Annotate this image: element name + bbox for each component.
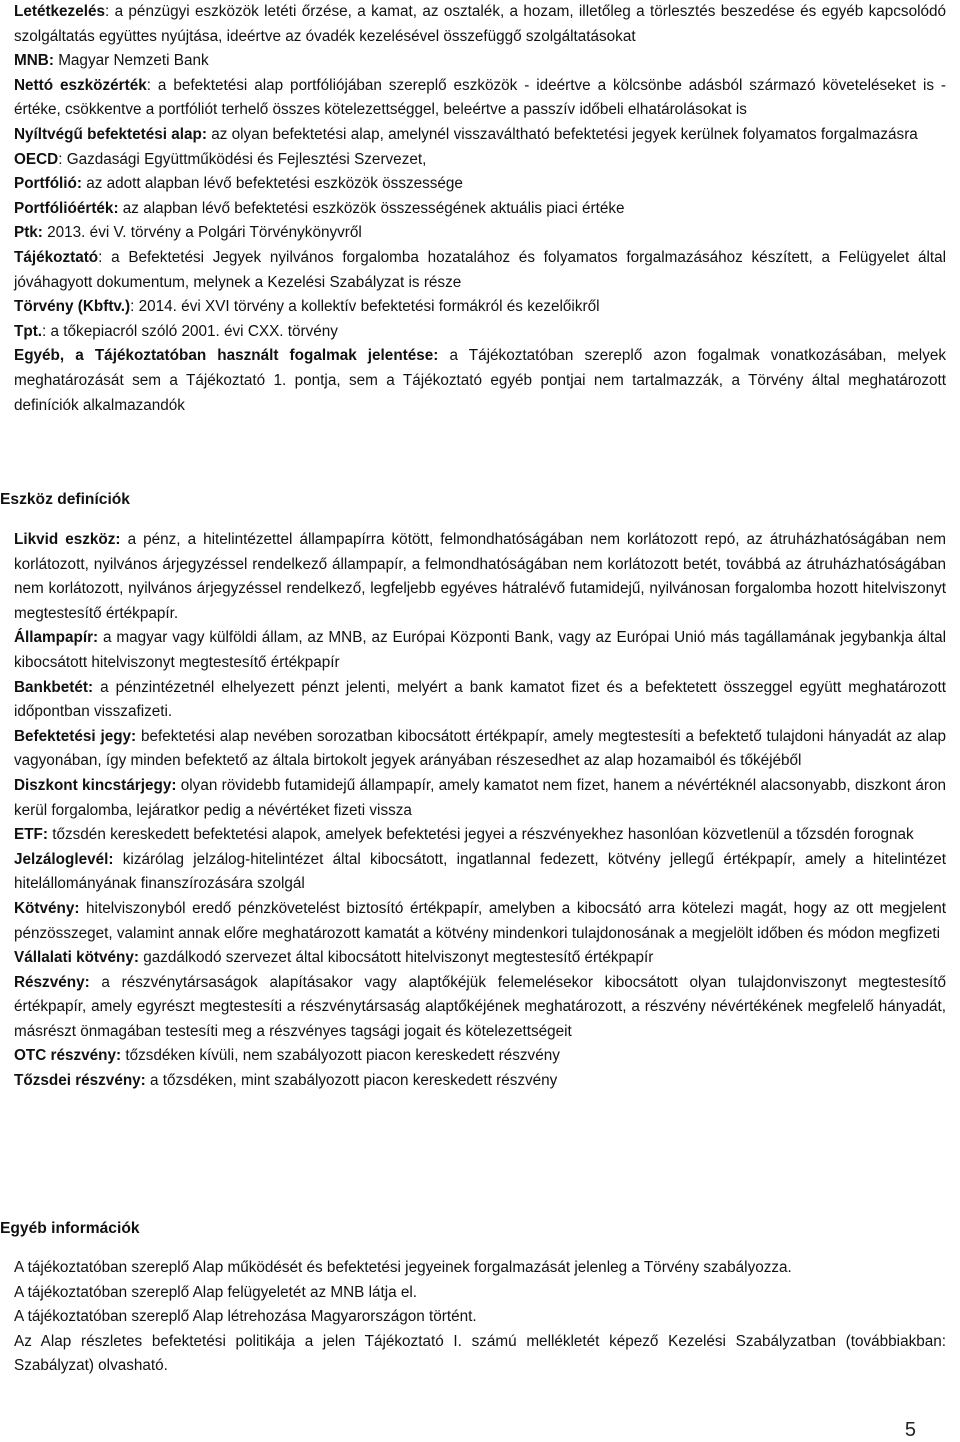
asset-definition-text: a magyar vagy külföldi állam, az MNB, az Európai Központi Bank, vagy az Európai Unió más tagállamának jegybankja által kibocsátott hitelviszonyt megtestesítő értékpapír: [14, 629, 946, 671]
definition-item: [0, 123, 946, 148]
definitions-section: [0, 0, 946, 418]
definition-text: a befektetési alap portfóliójában szereplő eszközök - ideértve a kölcsönbe adásból származó követeléseket is - értéke, csökkentve a portfóliót terhelő összes kötelezettséggel, beleértve a passzív időbeli elhatárolásokat is: [14, 76, 946, 119]
definition-term: MNB:: [14, 52, 54, 70]
definition-term: OECD: [14, 150, 59, 168]
other-info-line: A tájékoztatóban szereplő Alap működését és befektetési jegyeinek forgalmazását jelenleg a Törvény szabályozza.: [14, 1259, 792, 1276]
definition-item: [0, 49, 946, 74]
asset-definition-term: Állampapír:: [14, 629, 99, 647]
asset-definitions-section: [0, 528, 946, 1094]
asset-definition-term: Jelzáloglevél:: [14, 850, 114, 868]
definition-item: [0, 148, 946, 173]
asset-definition-term: Diszkont kincstárjegy:: [14, 776, 177, 794]
definition-term: Tpt.: [14, 322, 43, 340]
definition-item: [0, 172, 946, 197]
asset-definition-item: [0, 626, 946, 675]
definition-text: Magyar Nemzeti Bank: [58, 52, 209, 70]
asset-definitions-heading: Eszköz definíciók: [0, 491, 130, 508]
definition-text: a Befektetési Jegyek nyilvános forgalomba hozatalához és folyamatos forgalmazásához készített, a Felügyelet által jóváhagyott dokumentum, melynek a Kezelési Szabályzat is része: [14, 248, 947, 291]
asset-definition-text: a pénzintézetnél elhelyezett pénzt jelenti, melyért a bank kamatot fizet és a befektetett összeggel együtt meghatározott időpontban visszafizeti.: [14, 678, 947, 721]
asset-definition-term: Tőzsdei részvény:: [14, 1072, 146, 1090]
definition-term: Nettó eszközérték: [14, 76, 147, 94]
asset-definition-text: a részvénytársaságok alapításakor vagy alaptőkéjük felemelésekor kibocsátott olyan tulajdonviszonyt megtestesítő értékpapír, amely egyrészt megtestesíti a részvénytársaság alaptőkéjének meghatározott, a részvény névértékének megfelelő hányadát, másrészt önmagában testesíti meg a részvényes tagsági jogait és kötelezettségeit: [14, 973, 946, 1040]
definition-item: [0, 197, 946, 222]
definition-text: a Tájékoztatóban szereplő azon fogalmak vonatkozásában, melyek meghatározását sem a Tájékoztató 1. pontja, sem a Tájékoztató egyéb pontjai nem tartalmazzák, a Törvény által meghatározott definíciók alkalmazandók: [14, 347, 946, 414]
asset-definition-term: Kötvény:: [14, 899, 80, 917]
definition-text: az adott alapban lévő befektetési eszközök összessége: [86, 175, 463, 193]
definition-item: [0, 0, 946, 49]
definition-item: [0, 74, 946, 123]
asset-definition-item: [0, 528, 946, 626]
definition-text: 2014. évi XVI törvény a kollektív befektetési formákról és kezelőikről: [138, 298, 600, 316]
asset-definition-separator: [90, 974, 102, 991]
asset-definition-item: [0, 971, 946, 1045]
asset-definition-item: [0, 676, 946, 725]
definition-separator: :: [130, 298, 139, 316]
definition-item: [0, 320, 946, 345]
asset-definition-text: a pénz, a hitelintézettel állampapírra kötött, felmondhatóságában nem korlátozott repó, az átruházhatóságában nem korlátozott, nyilvános árjegyzéssel rendelkező állampapír, a felmondhatóságában nem korlátozott betét, továbbá az átruházhatóságában nem korlátozott, nyilvános árjegyzéssel rendelkező, legfeljebb egyéves hátralévő futamidejű, nyilvánosan forgalomba hozott hitelviszonyt megtestesítő értékpapír.: [14, 531, 946, 622]
definition-separator: :: [104, 3, 115, 20]
asset-definition-term: ETF:: [14, 826, 48, 844]
definition-separator: :: [146, 76, 158, 94]
definition-term: Egyéb, a Tájékoztatóban használt fogalmak jelentése:: [14, 347, 439, 365]
asset-definition-item: [0, 897, 946, 946]
asset-definition-term: Bankbetét:: [14, 678, 94, 696]
definition-term: Portfólió:: [14, 175, 82, 193]
definition-item: [0, 246, 946, 295]
definition-text: az alapban lévő befektetési eszközök összességének aktuális piaci értéke: [122, 199, 625, 217]
asset-definition-text: befektetési alap nevében sorozatban kibocsátott értékpapír, amely megtestesíti a befektető tulajdoni hányadát az alap vagyonában, így minden befektető az általa birtokolt jegyek arányában részesedhet az alap hozamaiból és tőkéjéből: [14, 727, 947, 770]
asset-definition-term: Likvid eszköz:: [14, 531, 121, 548]
definition-text: az olyan befektetési alap, amelynél visszaváltható befektetési jegyek kerülnek folyamatos forgalmazásra: [211, 125, 918, 143]
asset-definition-text: tőzsdén kereskedett befektetési alapok, amelyek befektetési jegyei a részvényekhez hasonlóan közvetlenül a tőzsdén forognak: [52, 826, 914, 844]
other-info-heading: Egyéb információk: [0, 1220, 140, 1237]
asset-definition-item: [0, 823, 946, 848]
definition-term: Törvény (Kbftv.): [14, 298, 131, 316]
asset-definition-separator: [113, 851, 122, 868]
asset-definition-term: Vállalati kötvény:: [14, 949, 139, 967]
asset-definition-term: Befektetési jegy:: [14, 727, 137, 745]
definition-text: a tőkepiacról szóló 2001. évi CXX. törvény: [50, 322, 338, 340]
definition-item: [0, 295, 946, 320]
asset-definition-text: olyan rövidebb futamidejű állampapír, amely kamatot nem fizet, hanem a névértéknél alacsonyabb, diszkont áron kerül forgalomba, lejáratkor pedig a névértéket fizeti vissza: [14, 776, 947, 819]
asset-definition-text: gazdálkodó szervezet által kibocsátott hitelviszonyt megtestesítő értékpapír: [143, 949, 654, 967]
other-info-line: A tájékoztatóban szereplő Alap létrehozása Magyarországon történt.: [14, 1308, 477, 1326]
asset-definition-separator: [121, 531, 128, 548]
asset-definition-term: Részvény:: [14, 973, 90, 991]
definition-text: 2013. évi V. törvény a Polgári Törvénykönyvről: [47, 224, 362, 242]
definition-text: Gazdasági Együttműködési és Fejlesztési Szervezet,: [66, 150, 427, 168]
other-info-line: Az Alap részletes befektetési politikája a jelen Tájékoztató I. számú mellékletét képező Kezelési Szabályzatban (továbbiakban: Szabályzat) olvasható.: [14, 1332, 946, 1375]
other-info-line: A tájékoztatóban szereplő Alap felügyeletét az MNB látja el.: [14, 1283, 418, 1301]
asset-definition-term: OTC részvény:: [14, 1047, 122, 1065]
asset-definition-text: tőzsdéken kívüli, nem szabályozott piacon kereskedett részvény: [125, 1047, 560, 1065]
asset-definition-item: [0, 946, 946, 971]
definition-separator: :: [58, 150, 67, 168]
asset-definition-item: [0, 1044, 946, 1069]
definition-term: Tájékoztató: [14, 248, 99, 266]
definition-separator: :: [98, 248, 112, 266]
definition-term: Nyíltvégű befektetési alap:: [14, 125, 207, 143]
page-number: 5: [904, 1419, 916, 1441]
definition-item: [0, 221, 946, 246]
definition-item: [0, 344, 946, 418]
asset-definition-text: a tőzsdéken, mint szabályozott piacon kereskedett részvény: [150, 1072, 558, 1090]
other-info-section: [0, 1256, 946, 1379]
definition-term: Letétkezelés: [14, 3, 105, 20]
definition-separator: [438, 347, 449, 364]
asset-definition-text: hitelviszonyból eredő pénzkövetelést biztosító értékpapír, amelyben a kibocsátó arra kötelezi magát, hogy az ott megjelent pénzösszeget, valamint annak előre meghatározott kamatát a kötvény mindenkori tulajdonosának a megjelölt időben és módon megfizeti: [14, 899, 947, 942]
definition-text: a pénzügyi eszközök letéti őrzése, a kamat, az osztalék, a hozam, illetőleg a törlesztés beszedése és egyéb kapcsolódó szolgáltatás együttes nyújtása, ideértve az óvadék kezelésével összefüggő szolgáltatásokat: [14, 3, 946, 45]
asset-definition-text: kizárólag jelzálog-hitelintézet által kibocsátott, ingatlannal fedezett, kötvény jellegű értékpapír, amely a hitelintézet hitelállományának finanszírozására szolgál: [14, 850, 947, 893]
asset-definition-item: [0, 725, 946, 774]
asset-definition-item: [0, 1069, 946, 1094]
definition-term: Portfólióérték:: [14, 199, 119, 217]
asset-definition-item: [0, 774, 946, 823]
asset-definition-item: [0, 848, 946, 897]
definition-separator: :: [42, 322, 51, 340]
definition-term: Ptk:: [14, 224, 43, 242]
